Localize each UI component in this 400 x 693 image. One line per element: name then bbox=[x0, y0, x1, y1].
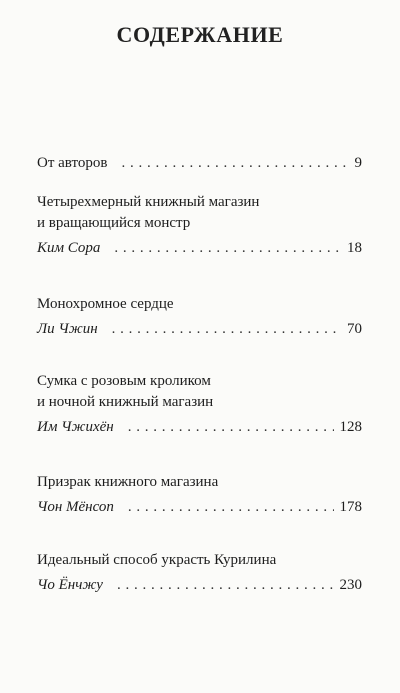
toc-row bbox=[37, 319, 362, 340]
dot-leader bbox=[117, 575, 334, 596]
toc-row bbox=[37, 417, 362, 438]
page-number: 128 bbox=[339, 419, 362, 435]
page-number: 9 bbox=[354, 155, 362, 171]
toc-entry-author: Ким Сора bbox=[37, 240, 101, 256]
toc-entry-title-line: и ночной книжный магазин bbox=[37, 394, 214, 410]
toc-entry-title-line: Идеальный способ украсть Курилина bbox=[37, 552, 277, 568]
page-number: 178 bbox=[339, 499, 362, 515]
page-number: 70 bbox=[347, 321, 362, 337]
toc-entry-title: От авторов bbox=[37, 155, 108, 171]
toc-entry-author: Ли Чжин bbox=[37, 321, 98, 337]
toc-entry-title-line: Призрак книжного магазина bbox=[37, 474, 219, 490]
toc-entry-four-dimensional-bookstore[interactable] bbox=[37, 192, 362, 259]
toc-row bbox=[37, 238, 362, 259]
toc-row bbox=[37, 497, 362, 518]
toc-entry-authors[interactable] bbox=[37, 153, 362, 174]
toc-entry-monochrome-heart[interactable] bbox=[37, 294, 362, 340]
dot-leader bbox=[128, 417, 334, 438]
toc-entry-title-line: и вращающийся монстр bbox=[37, 215, 191, 231]
toc-entry-steal-krillin[interactable] bbox=[37, 550, 362, 596]
page-title: СОДЕРЖАНИЕ bbox=[116, 22, 284, 47]
page-number: 18 bbox=[347, 240, 362, 256]
dot-leader bbox=[121, 153, 348, 174]
page-number: 230 bbox=[339, 577, 362, 593]
toc-entry-title-line: Монохромное сердце bbox=[37, 296, 174, 312]
toc-entry-author: Чон Мёнсоп bbox=[37, 499, 114, 515]
toc-row bbox=[37, 575, 362, 596]
toc-entry-title-line: Сумка с розовым кроликом bbox=[37, 373, 211, 389]
dot-leader bbox=[114, 238, 341, 259]
toc-row bbox=[37, 153, 362, 174]
dot-leader bbox=[128, 497, 334, 518]
toc-entry-pink-rabbit-bag[interactable] bbox=[37, 371, 362, 438]
toc-entry-bookstore-ghost[interactable] bbox=[37, 472, 362, 518]
toc-entry-author: Им Чжихён bbox=[37, 419, 114, 435]
toc-entry-author: Чо Ёнчжу bbox=[37, 577, 103, 593]
toc-entry-title-line: Четырехмерный книжный магазин bbox=[37, 194, 260, 210]
dot-leader bbox=[112, 319, 341, 340]
